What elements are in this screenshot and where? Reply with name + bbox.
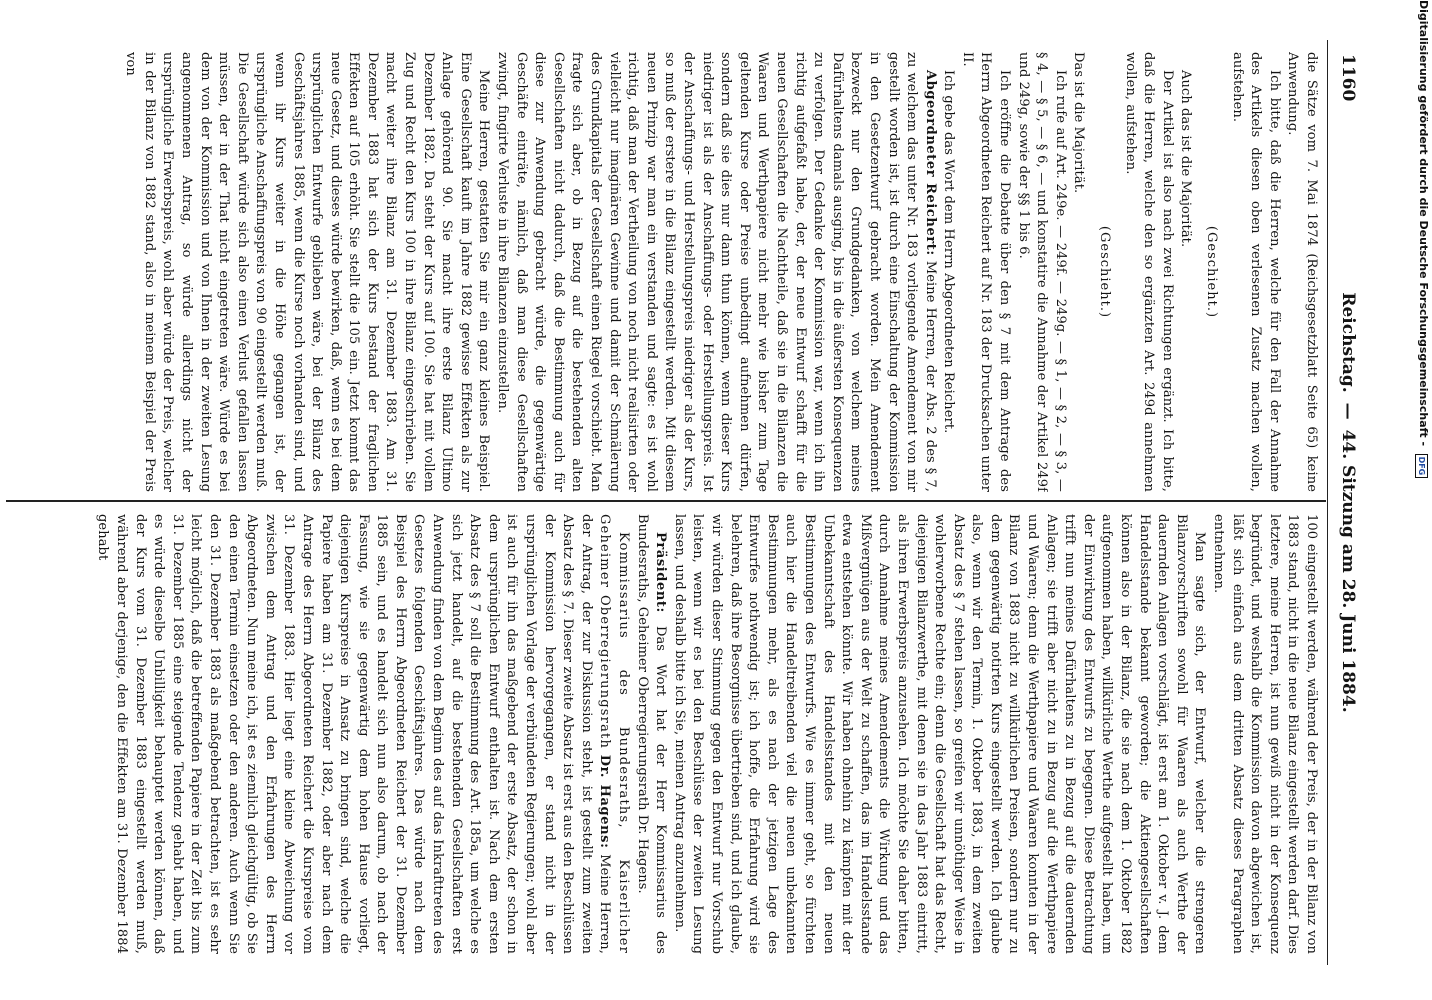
running-title-part2: 44. Sitzung am 28. Juni 1884.: [1338, 429, 1358, 713]
speech-text: Meine Herren, der Abs. 2 des § 7, zu welchem das unter Nr. 183 vorliegende Amendement von mir gestellt worden ist, ist durch eine Einschaltung der Kommission in den Gesetzentwurf gebracht worden. Mein Amendement bezweckt nur den Grundgedanken, von welchem meines Dafürhaltens damals ausging, bis in die äußersten Konsequenzen zu verfolgen. Der Gedanke der Kommission war, wenn ich ihn richtig aufgefaßt habe, der, der neue Entwurf schafft für die neuen Gesellschaften die Nachtheile, daß sie in die Bilanzen die Waaren und Werthpapiere nicht mehr wie bisher zum Tage geltenden Kurse oder Preise unbedingt aufnehmen dürfen, sondern daß sie dies nur dann thun können, wenn dieser Kurs niedriger ist als der Anschaffungs- oder Herstellungspreis. Ist der Anschaffungs- und Herstellungspreis niedriger als der Kurs, so muß der erstere in die Bilanz eingestellt werden. Mit diesem neuen Prinzip war man ein verstanden und sagte: es ist wohl richtig, daß man der Vertheilung von noch nicht realisirten oder vielleicht nur imaginären Gewinne und damit der Schmälerung des Grundkapitals der Gesellschaft einen Riegel vorschiebt. Man fragte sich aber, ob in Bezug auf die bestehenden alten Gesellschaften nicht dadurch, daß die Bestimmung auch für diese zur Anwendung gebracht würde, die gegenwärtige Geschäfte einträte, nämlich, daß man diese Gesellschaften zwingt, fingirte Verluste in ihre Bilanzen einzustellen.: [495, 52, 938, 492]
speech-paragraph: [93, 514, 632, 954]
speaker-name: Präsident:: [653, 532, 669, 613]
paragraph: die Sätze vom 7. Mai 1874 (Reichsgesetzblatt Seite 65) keine Anwendung.: [1285, 52, 1319, 492]
paragraph: Ich gebe das Wort dem Herrn Abgeordneten Reichert.: [941, 70, 957, 434]
speech-text: Meine Herren, der Antrag, der zur Diskussion steht, ist gestellt zum zweiten Absatz des § 7. Dieser zweite Absatz ist erst aus den Beschlüssen der Kommission hervorgegangen, er stand nicht in der ursprünglichen Vorlage der verbündeten Regierungen; wohl aber ist auch für ihn das maßgebend der erste Absatz, der schon in dem ursprünglichen Entwurf enthalten ist. Nach dem ersten Absatz des § 7 soll die Bestimmung des Art. 185a, um welche es sich jetzt handelt, auf die bestehenden Gesellschaften erst Anwendung finden von dem Beginn des auf das Inkrafttreten des Gesetzes folgenden Geschäftsjahres. Das würde nach dem Beispiel des Herrn Abgeordneten Reichert der 31. Dezember 1885 sein, und es handelt sich nun also darum, ob nach der Fassung, wie sie gegenwärtig dem hohen Hause vorliegt, diejenigen Kurspreise in Ansatz zu bringen sind, welche die Papiere haben am 31. Dezember 1882, oder aber nach dem Antrage des Herrn Abgeordneten Reichert die Kurspreise vom 31. Dezember 1883. Hier liegt eine kleine Abweichung vor zwischen dem Antrag und den Erfahrungen des Herrn Abgeordneten. Nun meine ich, ist es ziemlich gleichgültig, ob Sie den einen Termin einsetzen oder den anderen. Auch wenn Sie den 31. Dezember 1883 als maßgebend betrachten, ist es sehr leicht möglich, daß die betreffenden Papiere in der Zeit bis zum 31. Dezember 1885 eine steigende Tendenz gehabt haben, und es würde dieselbe Unbilligkeit behauptet werden können, daß der Kurs vom 31. Dezember 1883 eingestellt werden muß, während aber derjenige, den die Effekten am 31. Dezember 1884 gehabt: [95, 514, 613, 954]
speech-paragraph: [492, 52, 938, 492]
page-number: 1160: [1338, 54, 1358, 102]
speech-paragraph: [632, 514, 669, 954]
dfg-logo-icon: [1415, 454, 1428, 478]
credit-text: Digitalisierung gefördert durch die Deutsche Forschungsgemeinschaft: [1417, 0, 1430, 438]
right-column: [10, 514, 1320, 954]
speaker-name: Dr. Hagens:: [597, 754, 613, 849]
paragraph: Ich eröffne die Debatte über den § 7 mit dem Antrage des Herrn Abgeordneten Reichert auf Nr. 183 der Drucksachen unter II.: [959, 52, 1013, 492]
stage-direction: (Geschieht.): [1097, 225, 1113, 319]
paragraph: Man sagte sich, der Entwurf, welcher die strengeren Bilanzvorschriften sowohl für Waaren als auch Werthe der dauernden Anlagen vorschlägt, ist erst am 1. Oktober v. J. dem Handelsstande bekannt geworden; die Aktiengesellschaften können also in der Bilanz, die sie nach dem 1. Oktober 1882 aufgenommen haben, willkürliche Werthe aufgestellt haben, um der Einwirkung des Entwurfs zu begegnen. Diese Betrachtung trifft nun meines Dafürhaltens zu in Bezug auf die dauernden Anlagen; sie trifft aber nicht zu in Bezug auf die Werthpapiere und Waaren; denn die Werthpapiere und Waaren konnten in der Bilanz von 1883 nicht zu willkürlichen Preisen, sondern nur zu dem gegenwärtig notirten Kurs eingestellt werden. Ich glaube also, wenn wir den Termin, 1. Oktober 1883, in dem zweiten Absatz des § 7 stehen lassen, so greifen wir unnöthiger Weise in wohlerworbene Rechte ein; denn die Gesellschaft hat das Recht, diejenigen Bilanzwerthe, mit denen sie in das Jahr 1883 eintritt, als ihren Erwerbspreis anzusehen. Ich möchte Sie daher bitten, durch Annahme meines Amendements die Wirkung und das Mißvergnügen aus der Welt zu schaffen, das im Handelsstande etwa entstehen könnte. Wir haben ohnehin zu kämpfen mit der Unbekanntschaft des Handelsstandes mit den neuen Bestimmungen des Entwurfs. Wie es immer geht, so fürchten auch hier die Handeltreibenden viel die neuen unbekannten Bestimmungen mehr, als es nach der jetzigen Lage des Entwurfes nothwendig ist; ich hoffe, die Erfahrung wird sie belehren, daß ihre Besorgnisse übertrieben sind, und ich glaube, wir würden dieser Stimmung gegen den Entwurf nur Vorschub leisten, wenn wir es bei den Beschlüsse der zweiten Lesung lassen, und deshalb bitte ich Sie, meinen Antrag anzunehmen.: [671, 514, 1208, 954]
paragraph: Auch das ist die Majorität.: [1178, 70, 1194, 248]
paragraph: Das ist die Majorität.: [1071, 52, 1087, 194]
digitization-credit: [1414, 0, 1432, 1000]
column-divider: [6, 500, 1326, 502]
header-rule: [1327, 40, 1328, 965]
dfg-logo-text: DFG: [1417, 456, 1426, 476]
speech-text: Das Wort hat der Herr Kommissarius des Bundesraths, Geheimer Oberregierungsrath Dr. Hagens.: [634, 514, 669, 954]
paragraph: Der Artikel ist also nach zwei Richtungen ergänzt. Ich bitte, daß die Herren, welche den so ergänzten Art. 249d annehmen wollen, aufstehen.: [1122, 52, 1175, 492]
running-title: [1338, 40, 1358, 965]
running-title-part1: Reichstag.: [1338, 292, 1358, 393]
paragraph: Meine Herren, gestatten Sie mir ein ganz kleines Beispiel. Eine Gesellschaft kauft im Jahre 1882 gewisse Effekten als zur Anlage gehörend 90. Sie macht ihre erste Bilanz Ultimo Dezember 1882. Da steht der Kurs auf 100. Sie hat mit vollem Zug und Recht den Kurs 100 in ihre Bilanz eingeschrieben. Sie macht weiter ihre Bilanz am 31. Dezember 1883. Am 31. Dezember 1883 hat sich der Kurs bestand der fraglichen Effekten auf 105 erhöht. Sie stellt die 105 ein. Jetzt kommt das neue Gesetz, und dieses würde bewirken, daß, wenn es bei dem ursprünglichen Entwurfe geblieben wäre, bei der Bilanz des Geschäftsjahres 1885, wenn die Kurse noch vorhanden sind, und wenn ihr Kurs weiter in die Höhe gegangen ist, der ursprüngliche Anschaffungspreis von 90 eingestellt werden muß. Die Gesellschaft würde sich also einen Verlust gefallen lassen müssen, der in der That nicht eingetreten wäre. Würde es bei dem von der Kommission und von Ihnen in der zweiten Lesung angenommenen Antrag, so würde allerdings nicht der ursprüngliche Erwerbspreis, wohl aber würde der Preis, welcher in der Bilanz von 1882 stand, also in meinem Beispiel der Preis von: [123, 52, 492, 492]
speaker-name: Abgeordneter Reichert:: [922, 70, 938, 256]
running-title-dash: —: [1338, 402, 1358, 420]
paragraph: 100 eingestellt werden, während der Preis, der in der Bilanz von 1883 stand, nicht in die neue Bilanz eingestellt werden darf. Dies letztere, meine Herren, ist nun gewiß nicht in der Konsequenz begründet, und weshalb die Kommission davon abgewichen ist, läßt sich einfach aus dem dritten Absatz dieses Paragraphen entnehmen.: [1211, 514, 1319, 954]
left-column: [10, 52, 1320, 492]
speaker-title: Kommissarius des Bundesraths, Kaiserlicher Geheimer Oberregierungsrath: [597, 514, 632, 954]
credit-separator: -: [1417, 437, 1430, 450]
paragraph: Ich bitte, daß die Herren, welche für den Fall der Annahme des Artikels diesen oben verlesenen Zusatz machen wollen, aufstehen.: [1229, 52, 1282, 492]
running-head: [1332, 40, 1362, 965]
stage-direction: (Geschieht.): [1204, 225, 1220, 319]
digitization-credit-strip: [1414, 0, 1432, 1000]
paragraph: Ich rufe auf Art. 249e. — 249f. — 249g. — § 1, — § 2, — § 3, — § 4, — § 5, — § 6, — und konstatire die Annahme der Artikel 249f und 249g, sowie der §§ 1 bis 6.: [1015, 52, 1068, 492]
